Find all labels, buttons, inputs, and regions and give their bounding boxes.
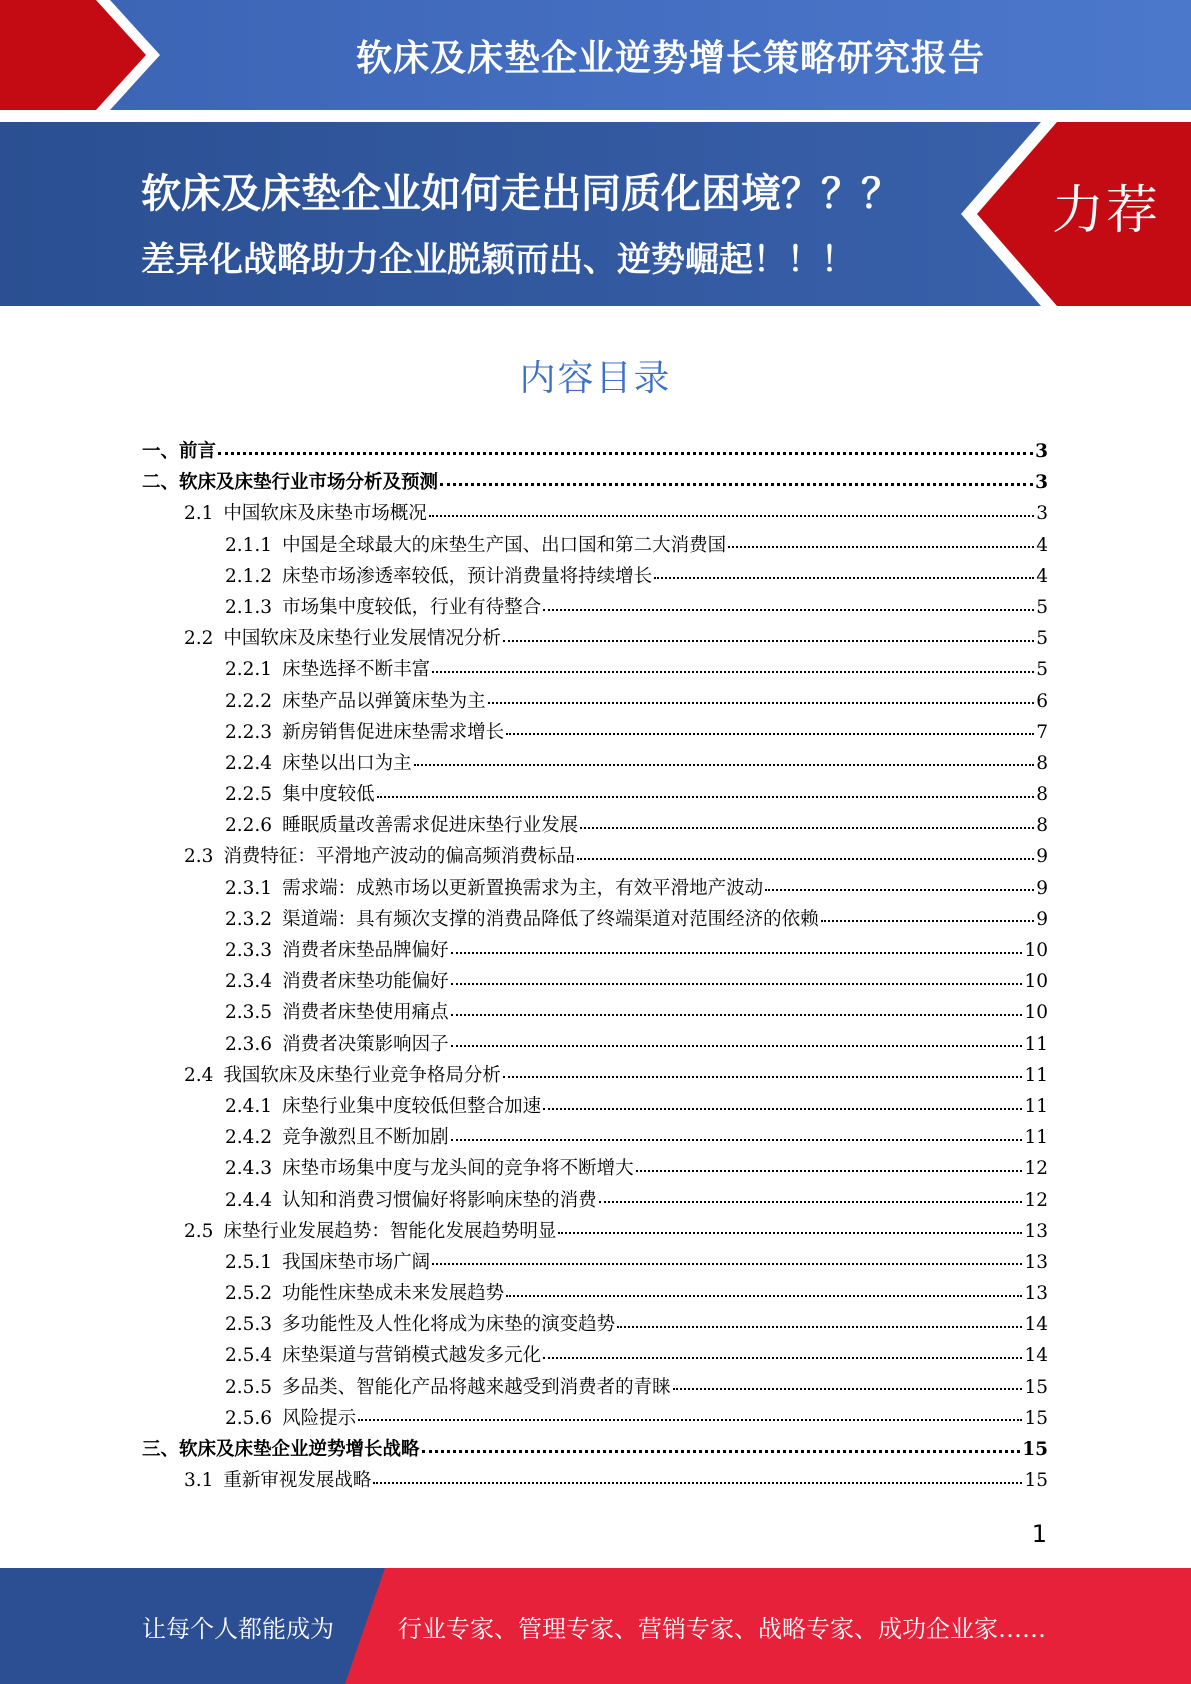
toc-entry[interactable] [142,904,1048,935]
toc-dot-leader [432,1263,1022,1265]
toc-entry-page: 3 [1035,441,1048,462]
toc-entry-page: 10 [1024,1002,1048,1024]
toc-entry-title: 渠道端：具有频次支撑的消费品降低了终端渠道对范围经济的依赖 [282,908,819,930]
toc-entry-title: 软床及床垫行业市场分析及预测 [179,472,439,494]
toc-entry-page: 13 [1024,1283,1048,1305]
toc-entry-number: 2.5 [184,1220,214,1242]
toc-entry-number: 2.3.3 [225,940,273,961]
toc-entry-page: 5 [1036,596,1048,618]
toc-entry-number: 2.5.5 [225,1376,273,1398]
toc-entry-number: 3.1 [184,1470,214,1492]
toc-entry[interactable] [142,1340,1048,1371]
toc-entry-page: 9 [1036,877,1048,899]
headline-banner [0,122,1191,306]
toc-dot-leader [599,1201,1023,1203]
toc-entry-title: 市场集中度较低，行业有待整合 [282,596,542,618]
toc-entry-number: 2.5.2 [225,1283,273,1305]
toc-entry-number: 2.2 [184,628,214,650]
toc-entry[interactable] [142,966,1048,997]
toc-entry-page: 10 [1024,971,1048,993]
toc-entry-page: 12 [1024,1189,1048,1211]
toc-dot-leader [506,733,1034,735]
table-of-contents [142,436,1048,1496]
top-banner [0,0,1191,110]
toc-title: 内容目录 [519,358,672,399]
toc-dot-leader [503,640,1034,642]
toc-entry-page: 3 [1036,503,1048,525]
toc-entry-title: 床垫市场集中度与龙头间的竞争将不断增大 [282,1158,634,1180]
toc-entry-title: 我国床垫市场广阔 [282,1251,431,1273]
toc-entry-page: 15 [1024,1407,1048,1429]
toc-entry-page: 4 [1036,534,1048,556]
toc-entry-title: 消费特征：平滑地产波动的偏高频消费标品 [223,846,575,868]
toc-entry-page: 5 [1036,628,1048,650]
toc-entry[interactable] [142,592,1048,623]
toc-entry-title: 我国软床及床垫行业竞争格局分析 [223,1064,501,1086]
recommend-badge: 力荐 [1051,181,1160,241]
toc-entry-number: 2.3.4 [225,971,273,993]
toc-dot-leader [451,1014,1023,1016]
toc-entry[interactable] [142,810,1048,841]
toc-entry-page: 4 [1036,565,1048,587]
toc-entry-title: 重新审视发展战略 [223,1470,372,1492]
toc-entry-title: 需求端：成熟市场以更新置换需求为主，有效平滑地产波动 [282,877,764,899]
toc-entry[interactable] [142,1216,1048,1247]
toc-entry[interactable] [142,1029,1048,1060]
toc-entry-page: 7 [1036,721,1048,743]
footer-slogan-right: 行业专家、管理专家、营销专家、战略专家、成功企业家…… [398,1614,1046,1643]
toc-entry-page: 15 [1022,1439,1048,1460]
toc-entry-number: 2.3 [184,846,214,868]
toc-entry-number: 2.2.3 [225,721,273,743]
toc-entry[interactable] [142,686,1048,717]
toc-dot-leader [373,1482,1022,1484]
toc-entry-page: 3 [1035,472,1048,494]
toc-entry[interactable] [142,717,1048,748]
toc-dot-leader [654,577,1034,579]
toc-entry-number: 2.1.1 [225,534,273,556]
toc-entry-page: 6 [1036,690,1048,712]
toc-entry-title: 中国软床及床垫行业发展情况分析 [223,628,501,650]
toc-entry[interactable] [142,1434,1048,1465]
toc-entry[interactable] [142,779,1048,810]
toc-entry-number: 2.2.5 [225,784,273,806]
toc-entry-page: 8 [1036,784,1048,806]
toc-entry[interactable] [142,1247,1048,1278]
toc-entry-number: 2.4.4 [225,1189,273,1211]
toc-entry[interactable] [142,1185,1048,1216]
toc-entry-title: 中国是全球最大的床垫生产国、出口国和第二大消费国 [282,534,727,556]
toc-entry-number: 2.1.2 [225,565,273,587]
toc-dot-leader [673,1388,1023,1390]
toc-entry[interactable] [142,1060,1048,1091]
toc-entry-page: 14 [1024,1345,1048,1367]
footer-banner [0,1568,1191,1684]
headline-strategy: 差异化战略助力企业脱颖而出、逆势崛起！！！ [141,240,855,280]
toc-entry-number: 二、 [142,472,180,494]
toc-entry-title: 新房销售促进床垫需求增长 [282,721,505,743]
toc-dot-leader [636,1170,1023,1172]
toc-dot-leader [377,796,1035,798]
toc-dot-leader [488,702,1035,704]
toc-entry[interactable] [142,498,1048,529]
toc-entry-number: 2.1.3 [225,596,273,618]
toc-entry-title: 床垫渠道与营销模式越发多元化 [282,1345,542,1367]
toc-entry[interactable] [142,530,1048,561]
toc-entry[interactable] [142,467,1048,498]
toc-dot-leader [451,1045,1023,1047]
toc-dot-leader [821,920,1035,922]
toc-entry-number: 2.2.6 [225,815,273,837]
toc-entry-page: 9 [1036,846,1048,868]
toc-entry-title: 多功能性及人性化将成为床垫的演变趋势 [282,1314,616,1336]
toc-entry-number: 2.3.1 [225,877,273,899]
toc-entry-page: 8 [1036,815,1048,837]
toc-entry-title: 风险提示 [282,1407,357,1429]
toc-entry[interactable] [142,1372,1048,1403]
toc-dot-leader [728,546,1034,548]
toc-dot-leader [429,515,1034,517]
toc-entry-number: 2.1 [184,503,214,525]
toc-entry-title: 竞争激烈且不断加剧 [282,1127,449,1149]
toc-entry-number: 2.4.3 [225,1158,273,1180]
toc-entry-page: 9 [1036,908,1048,930]
toc-entry[interactable] [142,873,1048,904]
toc-entry[interactable] [142,841,1048,872]
toc-entry-title: 消费者床垫功能偏好 [282,971,449,993]
toc-dot-leader [617,1326,1022,1328]
toc-entry[interactable] [142,997,1048,1028]
toc-entry-number: 2.4.2 [225,1127,273,1149]
toc-entry-page: 14 [1024,1314,1048,1336]
toc-dot-leader [543,1108,1022,1110]
toc-dot-leader [558,1232,1022,1234]
toc-entry-page: 13 [1024,1251,1048,1273]
toc-entry-title: 床垫行业集中度较低但整合加速 [282,1095,542,1117]
toc-entry[interactable] [142,1403,1048,1434]
toc-entry-title: 中国软床及床垫市场概况 [223,503,427,525]
toc-entry-number: 2.5.6 [225,1407,273,1429]
toc-dot-leader [580,827,1034,829]
toc-entry-page: 12 [1024,1158,1048,1180]
toc-entry[interactable] [142,1278,1048,1309]
toc-entry-number: 一、 [142,441,180,462]
toc-entry-title: 多品类、智能化产品将越来越受到消费者的青睐 [282,1376,671,1398]
toc-entry-title: 床垫行业发展趋势：智能化发展趋势明显 [223,1220,557,1242]
toc-entry[interactable] [142,1465,1048,1496]
toc-entry-title: 功能性床垫成未来发展趋势 [282,1283,505,1305]
toc-entry[interactable] [142,1091,1048,1122]
toc-entry-page: 11 [1024,1064,1048,1086]
toc-entry-page: 15 [1024,1470,1048,1492]
toc-entry-title: 床垫以出口为主 [282,752,412,774]
toc-dot-leader [765,889,1034,891]
toc-entry-title: 睡眠质量改善需求促进床垫行业发展 [282,815,579,837]
toc-dot-leader [543,609,1034,611]
toc-entry-number: 2.3.2 [225,908,273,930]
toc-entry-page: 11 [1024,1095,1048,1117]
report-title: 软床及床垫企业逆势增长策略研究报告 [355,37,985,79]
toc-entry-title: 床垫产品以弹簧床垫为主 [282,690,486,712]
toc-entry-number: 2.2.1 [225,659,273,681]
toc-entry-number: 2.4.1 [225,1095,273,1117]
toc-dot-leader [440,483,1033,486]
toc-entry-title: 床垫选择不断丰富 [282,659,431,681]
toc-entry-number: 2.4 [184,1064,214,1086]
toc-entry[interactable] [142,935,1048,966]
toc-dot-leader [543,1357,1022,1359]
toc-dot-leader [358,1419,1022,1421]
toc-dot-leader [451,983,1023,985]
toc-entry-number: 2.5.4 [225,1345,273,1367]
toc-entry-page: 13 [1024,1220,1048,1242]
toc-dot-leader [422,1450,1021,1453]
headline-question: 软床及床垫企业如何走出同质化困境？？？ [141,171,901,217]
toc-dot-leader [218,452,1033,455]
red-arrow-decoration [0,0,160,110]
toc-entry[interactable] [142,1309,1048,1340]
toc-entry-title: 认知和消费习惯偏好将影响床垫的消费 [282,1189,597,1211]
toc-entry[interactable] [142,561,1048,592]
toc-entry-title: 消费者决策影响因子 [282,1033,449,1055]
toc-dot-leader [451,1139,1023,1141]
toc-dot-leader [503,1076,1023,1078]
footer-slogan-left: 让每个人都能成为 [142,1614,334,1643]
toc-dot-leader [432,671,1034,673]
toc-entry-number: 2.3.6 [225,1033,273,1055]
toc-dot-leader [506,1295,1022,1297]
toc-entry-title: 集中度较低 [282,784,375,806]
toc-entry-title: 消费者床垫品牌偏好 [282,940,449,961]
toc-entry-page: 11 [1024,1127,1048,1149]
page-number: 1 [1031,1520,1047,1548]
toc-dot-leader [451,952,1023,954]
toc-entry[interactable] [142,1153,1048,1184]
toc-entry[interactable] [142,436,1048,467]
toc-entry-title: 前言 [179,441,217,462]
toc-entry-title: 消费者床垫使用痛点 [282,1002,449,1024]
toc-entry-page: 5 [1036,659,1048,681]
toc-entry-number: 2.2.2 [225,690,273,712]
toc-dot-leader [577,858,1034,860]
toc-entry-number: 2.5.3 [225,1314,273,1336]
toc-entry[interactable] [142,1122,1048,1153]
toc-entry-number: 2.2.4 [225,752,273,774]
toc-entry[interactable] [142,654,1048,685]
toc-entry-number: 2.5.1 [225,1251,273,1273]
toc-entry[interactable] [142,748,1048,779]
toc-entry[interactable] [142,623,1048,654]
toc-entry-page: 11 [1024,1033,1048,1055]
toc-dot-leader [414,764,1035,766]
toc-entry-title: 床垫市场渗透率较低，预计消费量将持续增长 [282,565,653,587]
toc-entry-page: 8 [1036,752,1048,774]
toc-entry-number: 三、 [142,1439,180,1460]
toc-entry-page: 15 [1024,1376,1048,1398]
toc-entry-title: 软床及床垫企业逆势增长战略 [179,1439,420,1460]
toc-entry-page: 10 [1024,940,1048,961]
toc-entry-number: 2.3.5 [225,1002,273,1024]
